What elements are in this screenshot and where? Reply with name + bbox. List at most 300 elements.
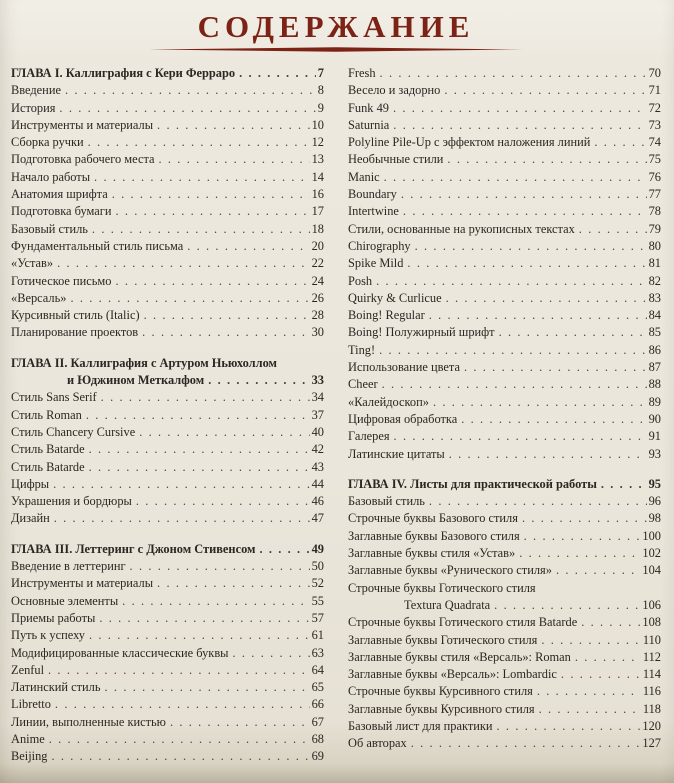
toc-entry: [348, 614, 661, 631]
dot-leader: [86, 407, 310, 424]
toc-entry: [11, 441, 324, 458]
toc-entry-label: Базовый стиль: [11, 221, 88, 236]
dot-leader: [187, 238, 309, 255]
toc-entry: [11, 290, 324, 307]
page-number: 80: [648, 238, 661, 253]
page-number: 30: [311, 325, 324, 340]
toc-column-right: [348, 65, 661, 766]
page-number: 47: [311, 511, 324, 526]
toc-entry: [348, 562, 661, 579]
toc-entry: [348, 411, 661, 428]
dot-leader: [447, 151, 646, 168]
toc-entry-label: Заглавные буквы Базового стиля: [348, 528, 520, 543]
toc-entry-label: Anime: [11, 731, 45, 746]
toc-entry: [348, 735, 661, 752]
dot-leader: [89, 441, 310, 458]
toc-entry: [348, 428, 661, 445]
toc-entry-label: Подготовка рабочего места: [11, 152, 155, 167]
toc-entry-label: Заглавные буквы «Рунического стиля»: [348, 563, 552, 578]
dot-leader: [105, 679, 310, 696]
dot-leader: [464, 359, 647, 376]
toc-entry-label: Fresh: [348, 66, 376, 80]
dot-leader: [115, 273, 309, 290]
dot-leader: [403, 203, 647, 220]
toc-entry-label: Инструменты и материалы: [11, 117, 154, 132]
dot-leader: [239, 65, 316, 82]
dot-leader: [393, 100, 647, 117]
toc-entry-label: Цифровая обработка: [348, 411, 458, 426]
toc-entry-label: Zenful: [11, 662, 45, 677]
dot-leader: [539, 701, 641, 718]
toc-entry: [11, 82, 324, 99]
toc-entry: [348, 134, 661, 151]
toc-entry-label: Сборка ручки: [11, 135, 84, 150]
page-number: 40: [311, 424, 324, 439]
toc-entry-label: Ting!: [348, 342, 376, 357]
toc-entry-label: Строчные буквы Готического стиля Batarde: [348, 615, 578, 630]
page-number: 98: [648, 511, 661, 526]
toc-entry-label: Модифицированные классические буквы: [11, 645, 229, 660]
toc-entry: [348, 446, 661, 463]
toc-entry-continuation: [11, 372, 324, 389]
toc-entry-label: Приемы работы: [11, 610, 96, 625]
toc-entry-label: Об авторах: [348, 736, 407, 751]
page-number: 13: [311, 152, 324, 167]
page-number: 50: [311, 559, 324, 574]
dot-leader: [601, 476, 647, 493]
toc-entry-label: Beijing: [11, 749, 48, 764]
page-number: 63: [311, 645, 324, 660]
page-number: 95: [648, 476, 661, 491]
toc-entry: [11, 203, 324, 220]
dot-leader: [54, 510, 310, 527]
dot-leader: [581, 614, 640, 631]
page-number: 110: [642, 632, 661, 647]
toc-entry-label: Весело и задорно: [348, 83, 441, 98]
toc-entry: [348, 493, 661, 510]
page-number: 82: [648, 273, 661, 288]
toc-entry: [348, 151, 661, 168]
page-number: 66: [311, 697, 324, 712]
toc-entry-label: Строчные буквы Готического стиля: [348, 580, 536, 595]
toc-entry-label: Spike Mild: [348, 256, 404, 271]
toc-entry-label: Polyline Pile-Up с эффектом наложения линий: [348, 135, 591, 150]
toc-columns: [11, 65, 661, 766]
dot-leader: [142, 324, 309, 341]
toc-entry-label: Введение: [11, 83, 61, 98]
dot-leader: [65, 82, 316, 99]
page-number: 77: [648, 187, 661, 202]
toc-entry: [11, 627, 324, 644]
page-number: 14: [311, 169, 324, 184]
dot-leader: [429, 307, 647, 324]
dot-leader: [89, 627, 310, 644]
toc-entry-label: Анатомия шрифта: [11, 187, 108, 202]
toc-entry: [348, 545, 661, 562]
toc-entry-label: Заглавные буквы «Версаль»: Lombardic: [348, 667, 557, 682]
toc-entry-label: Фундаментальный стиль письма: [11, 238, 184, 253]
toc-entry: [348, 238, 661, 255]
toc-entry: [348, 186, 661, 203]
toc-entry: [11, 255, 324, 272]
toc-entry-label: Заглавные буквы Курсивного стиля: [348, 701, 535, 716]
page-number: 76: [648, 169, 661, 184]
dot-leader: [379, 342, 647, 359]
toc-entry-label: Базовый лист для практики: [348, 718, 493, 733]
page-number: 42: [311, 442, 324, 457]
toc-entry: [11, 645, 324, 662]
toc-entry: [348, 290, 661, 307]
dot-leader: [99, 610, 309, 627]
toc-entry: [348, 65, 661, 82]
toc-entry-label: Стиль Batarde: [11, 459, 85, 474]
toc-entry-label: Intertwine: [348, 204, 399, 219]
toc-entry: [348, 376, 661, 393]
dot-leader: [499, 324, 647, 341]
page-number: 24: [311, 273, 324, 288]
page-title: СОДЕРЖАНИЕ: [197, 9, 475, 44]
toc-entry-label: Планирование проектов: [11, 325, 139, 340]
dot-leader: [444, 82, 646, 99]
toc-entry: [348, 394, 661, 411]
dot-leader: [115, 203, 309, 220]
page-number: 70: [648, 66, 661, 80]
toc-entry-label: Путь к успеху: [11, 628, 86, 643]
toc-entry-label: Линии, выполненные кистью: [11, 714, 166, 729]
page-number: 7: [317, 66, 324, 80]
toc-entry-label: Стиль Sans Serif: [11, 390, 97, 405]
toc-entry-label: Курсивный стиль (Italic): [11, 308, 140, 323]
toc-entry-label: ГЛАВА II. Каллиграфия с Артуром Ньюхоллом: [11, 355, 277, 370]
page-number: 33: [311, 373, 324, 388]
page-number: 114: [642, 667, 661, 682]
page-number: 16: [311, 187, 324, 202]
toc-entry-label: Введение в леттеринг: [11, 559, 126, 574]
toc-entry: [11, 575, 324, 592]
toc-entry: [11, 424, 324, 441]
page-number: 9: [317, 100, 324, 115]
dot-leader: [415, 238, 647, 255]
dot-leader: [401, 186, 647, 203]
page-number: 88: [648, 377, 661, 392]
toc-entry: [11, 389, 324, 406]
dot-leader: [494, 597, 640, 614]
page-number: 8: [317, 83, 324, 98]
page-number: 64: [311, 662, 324, 677]
toc-chapter-heading: [11, 355, 324, 372]
toc-entry-label: Латинский стиль: [11, 680, 101, 695]
page-number: 86: [648, 342, 661, 357]
page-number: 81: [648, 256, 661, 271]
toc-entry-label: Boundary: [348, 187, 397, 202]
dot-leader: [144, 307, 310, 324]
page-number: 10: [311, 117, 324, 132]
toc-entry: [348, 169, 661, 186]
page-number: 118: [642, 701, 661, 716]
toc-entry: [348, 255, 661, 272]
page-number: 79: [648, 221, 661, 236]
page-number: 127: [642, 736, 661, 751]
toc-entry-label: ГЛАВА I. Каллиграфия с Кери Ферраро: [11, 66, 236, 80]
dot-leader: [522, 510, 647, 527]
toc-entry-label: Posh: [348, 273, 373, 288]
toc-entry-label: Saturnia: [348, 117, 390, 132]
page-number: 37: [311, 407, 324, 422]
page-number: 55: [311, 593, 324, 608]
page-number: 91: [648, 429, 661, 444]
toc-entry: [348, 528, 661, 545]
toc-entry: [11, 476, 324, 493]
toc-entry-label: Boing! Regular: [348, 308, 425, 323]
toc-entry: [348, 100, 661, 117]
dot-leader: [575, 649, 641, 666]
dot-leader: [411, 735, 641, 752]
toc-entry: [348, 324, 661, 341]
dot-leader: [556, 562, 640, 579]
page-number: 57: [311, 610, 324, 625]
toc-entry: [11, 273, 324, 290]
page-number: 71: [648, 83, 661, 98]
page-number: 22: [311, 256, 324, 271]
toc-entry-label: «Устав»: [11, 256, 54, 271]
toc-entry: [348, 342, 661, 359]
page-number: 75: [648, 152, 661, 167]
dot-leader: [48, 662, 310, 679]
toc-entry: [348, 203, 661, 220]
toc-entry-label: Начало работы: [11, 169, 91, 184]
toc-chapter-heading: [11, 65, 324, 82]
toc-entry: [348, 649, 661, 666]
page-number: 89: [648, 394, 661, 409]
page-number: 90: [648, 411, 661, 426]
page-number: 12: [311, 135, 324, 150]
page-number: 83: [648, 290, 661, 305]
page-number: 49: [311, 541, 324, 556]
page-number: 112: [642, 649, 661, 664]
dot-leader: [394, 428, 647, 445]
dot-leader: [53, 476, 309, 493]
dot-leader: [157, 117, 310, 134]
dot-leader: [92, 221, 310, 238]
toc-entry: [11, 186, 324, 203]
dot-leader: [101, 389, 310, 406]
toc-entry: [11, 117, 324, 134]
page-number: 34: [311, 390, 324, 405]
dot-leader: [561, 666, 641, 683]
toc-entry-label: Основные элементы: [11, 593, 119, 608]
page-number: 67: [311, 714, 324, 729]
page-number: 46: [311, 494, 324, 509]
toc-entry-label: Boing! Полужирный шрифт: [348, 325, 495, 340]
toc-entry-label2: и Юджином Меткалфом: [67, 373, 205, 388]
toc-entry: [11, 407, 324, 424]
page-number: 108: [642, 615, 661, 630]
toc-entry-label: «Калейдоскоп»: [348, 394, 429, 409]
toc-entry-label: Chirography: [348, 238, 411, 253]
page-number: 84: [648, 308, 661, 323]
toc-entry-label: Готическое письмо: [11, 273, 112, 288]
toc-entry-label: Заглавные буквы стиля «Версаль»: Roman: [348, 649, 571, 664]
toc-entry: [348, 82, 661, 99]
dot-leader: [497, 718, 641, 735]
toc-entry-label: Цифры: [11, 476, 50, 491]
toc-entry: [11, 169, 324, 186]
toc-entry-label: Инструменты и материалы: [11, 576, 154, 591]
page-number: 43: [311, 459, 324, 474]
toc-entry-label: Cheer: [348, 377, 378, 392]
page-number: 106: [642, 597, 661, 612]
toc-entry: [11, 100, 324, 117]
dot-leader: [524, 528, 641, 545]
dot-leader: [376, 273, 647, 290]
toc-entry-label: Manic: [348, 169, 380, 184]
toc-entry: [11, 558, 324, 575]
toc-entry: [11, 307, 324, 324]
dot-leader: [579, 221, 647, 238]
toc-entry: [11, 324, 324, 341]
toc-entry: [11, 510, 324, 527]
dot-leader: [208, 372, 309, 389]
page-number: 73: [648, 117, 661, 132]
toc-entry-label2: Textura Quadrata: [404, 597, 491, 612]
toc-entry: [11, 714, 324, 731]
toc-entry: [11, 493, 324, 510]
toc-entry-label: Заглавные буквы стиля «Устав»: [348, 546, 516, 561]
toc-entry: [348, 580, 661, 597]
dot-leader: [57, 255, 310, 272]
dot-leader: [461, 411, 646, 428]
dot-leader: [259, 541, 309, 558]
dot-leader: [88, 134, 310, 151]
toc-entry-label: Стиль Roman: [11, 407, 82, 422]
toc-entry-label: Использование цвета: [348, 360, 460, 375]
toc-entry: [11, 696, 324, 713]
toc-entry: [11, 731, 324, 748]
dot-leader: [594, 134, 646, 151]
toc-chapter-heading: [11, 541, 324, 558]
page-number: 96: [648, 494, 661, 509]
page-number: 65: [311, 680, 324, 695]
toc-entry-label: Заглавные буквы Готического стиля: [348, 632, 538, 647]
toc-entry-label: «Версаль»: [11, 290, 67, 305]
toc-entry: [11, 610, 324, 627]
dot-leader: [51, 748, 309, 765]
toc-entry: [11, 221, 324, 238]
dot-leader: [130, 558, 310, 575]
dot-leader: [157, 575, 310, 592]
ornamental-rule: [149, 47, 523, 52]
page-number: 68: [311, 731, 324, 746]
toc-entry: [348, 632, 661, 649]
dot-leader: [170, 714, 310, 731]
toc-entry-label: Строчные буквы Базового стиля: [348, 511, 518, 526]
page-number: 44: [311, 476, 324, 491]
toc-entry: [348, 117, 661, 134]
page-number: 100: [642, 528, 661, 543]
toc-entry: [11, 679, 324, 696]
dot-leader: [384, 169, 647, 186]
toc-entry: [11, 662, 324, 679]
dot-leader: [49, 731, 310, 748]
page-number: 87: [648, 360, 661, 375]
toc-entry-label: Стиль Batarde: [11, 442, 85, 457]
dot-leader: [407, 255, 646, 272]
page-number: 28: [311, 308, 324, 323]
toc-entry-label: Quirky & Curlicue: [348, 290, 442, 305]
toc-column-left: [11, 65, 324, 766]
page-number: 72: [648, 100, 661, 115]
toc-entry-label: ГЛАВА III. Леттеринг с Джоном Стивенсом: [11, 541, 256, 556]
dot-leader: [159, 151, 310, 168]
toc-entry: [348, 683, 661, 700]
page-number: 102: [642, 546, 661, 561]
toc-entry: [348, 221, 661, 238]
toc-entry: [11, 238, 324, 255]
dot-leader: [393, 117, 646, 134]
toc-entry-label: Подготовка бумаги: [11, 204, 112, 219]
dot-leader: [122, 593, 309, 610]
toc-entry-label: Строчные буквы Курсивного стиля: [348, 684, 533, 699]
dot-leader: [449, 446, 647, 463]
page-number: 78: [648, 204, 661, 219]
toc-entry-label: Латинские цитаты: [348, 446, 445, 461]
page-number: 52: [311, 576, 324, 591]
dot-leader: [446, 290, 647, 307]
dot-leader: [519, 545, 640, 562]
page-number: 20: [311, 238, 324, 253]
toc-entry: [11, 151, 324, 168]
page-number: 26: [311, 290, 324, 305]
page-number: 17: [311, 204, 324, 219]
toc-entry: [348, 273, 661, 290]
dot-leader: [55, 696, 310, 713]
toc-entry: [348, 701, 661, 718]
dot-leader: [433, 394, 647, 411]
dot-leader: [139, 424, 309, 441]
toc-entry-label: ГЛАВА IV. Листы для практической работы: [348, 476, 597, 491]
dot-leader: [537, 683, 641, 700]
page-number: 93: [648, 446, 661, 461]
page-number: 120: [642, 718, 661, 733]
toc-entry-label: Стиль Chancery Cursive: [11, 424, 136, 439]
toc-entry: [348, 666, 661, 683]
toc-entry-label: Funk 49: [348, 100, 389, 115]
toc-entry: [11, 459, 324, 476]
toc-entry: [348, 510, 661, 527]
dot-leader: [541, 632, 641, 649]
dot-leader: [382, 376, 647, 393]
dot-leader: [380, 65, 647, 82]
toc-entry-label: Дизайн: [11, 511, 50, 526]
toc-entry: [11, 593, 324, 610]
toc-entry: [11, 748, 324, 765]
dot-leader: [89, 459, 310, 476]
toc-entry-label: Стили, основанные на рукописных текстах: [348, 221, 575, 236]
toc-entry-label: Libretto: [11, 697, 51, 712]
toc-entry: [348, 718, 661, 735]
page-number: 116: [642, 684, 661, 699]
toc-entry: [11, 134, 324, 151]
toc-chapter-heading: [348, 476, 661, 493]
toc-entry: [348, 359, 661, 376]
dot-leader: [94, 169, 310, 186]
toc-entry-label: Украшения и бордюры: [11, 494, 132, 509]
toc-entry-continuation: [348, 597, 661, 614]
toc-entry-label: История: [11, 100, 56, 115]
page-number: 74: [648, 135, 661, 150]
dot-leader: [429, 493, 647, 510]
page-header: [11, 7, 661, 52]
